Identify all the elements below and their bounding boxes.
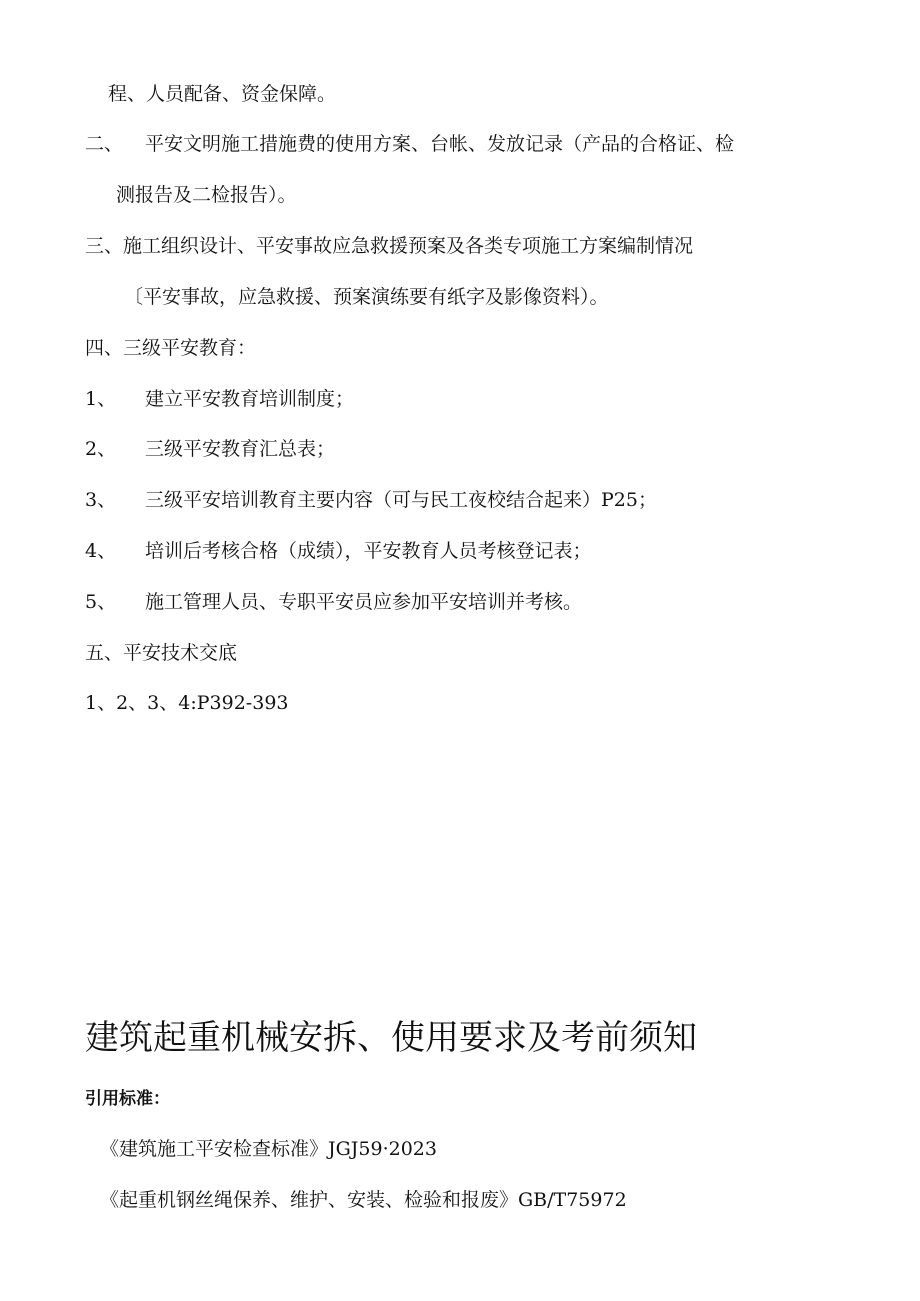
item-3-continuation: 〔平安事故，应急救援、预案演练要有纸字及影像资料）。 <box>124 286 609 308</box>
reference-item-1: 《建筑施工平安检查标准》JGJ59·2023 <box>100 1138 437 1160</box>
sub-item-4-text: 培训后考核合格（成绩），平安教育人员考核登记表； <box>145 540 592 562</box>
sub-item-2-text: 三级平安教育汇总表； <box>145 438 336 460</box>
sub-item-5-text: 施工管理人员、专职平安员应参加平安培训并考核。 <box>145 591 583 613</box>
continued-line: 程、人员配备、资金保障。 <box>108 83 337 105</box>
sub-item-4-number: 4、 <box>85 540 117 562</box>
item-2-text: 平安文明施工措施费的使用方案、台帐、发放记录（产品的合格证、检 <box>145 133 735 155</box>
reference-label: 引用标准： <box>85 1089 170 1109</box>
item-5-heading: 五、平安技术交底 <box>85 642 238 664</box>
item-5-pages: 1、2、3、4:P392-393 <box>85 692 289 714</box>
sub-item-1-text: 建立平安教育培训制度； <box>145 388 355 410</box>
sub-item-5-number: 5、 <box>85 591 117 613</box>
item-3-text: 三、施工组织设计、平安事故应急救援预案及各类专项施工方案编制情况 <box>85 235 694 257</box>
item-2-continuation: 测报告及二检报告）。 <box>116 184 297 206</box>
sub-item-3-number: 3、 <box>85 489 117 511</box>
item-2-number: 二、 <box>85 133 124 155</box>
sub-item-3-text: 三级平安培训教育主要内容（可与民工夜校结合起来）P25； <box>145 489 657 511</box>
sub-item-2-number: 2、 <box>85 438 117 460</box>
sub-item-1-number: 1、 <box>85 388 117 410</box>
section-title: 建筑起重机械安拆、使用要求及考前须知 <box>85 1018 697 1058</box>
reference-item-2: 《起重机钢丝绳保养、维护、安装、检验和报废》GB/T75972 <box>100 1189 627 1211</box>
item-4-heading: 四、三级平安教育： <box>85 337 257 359</box>
